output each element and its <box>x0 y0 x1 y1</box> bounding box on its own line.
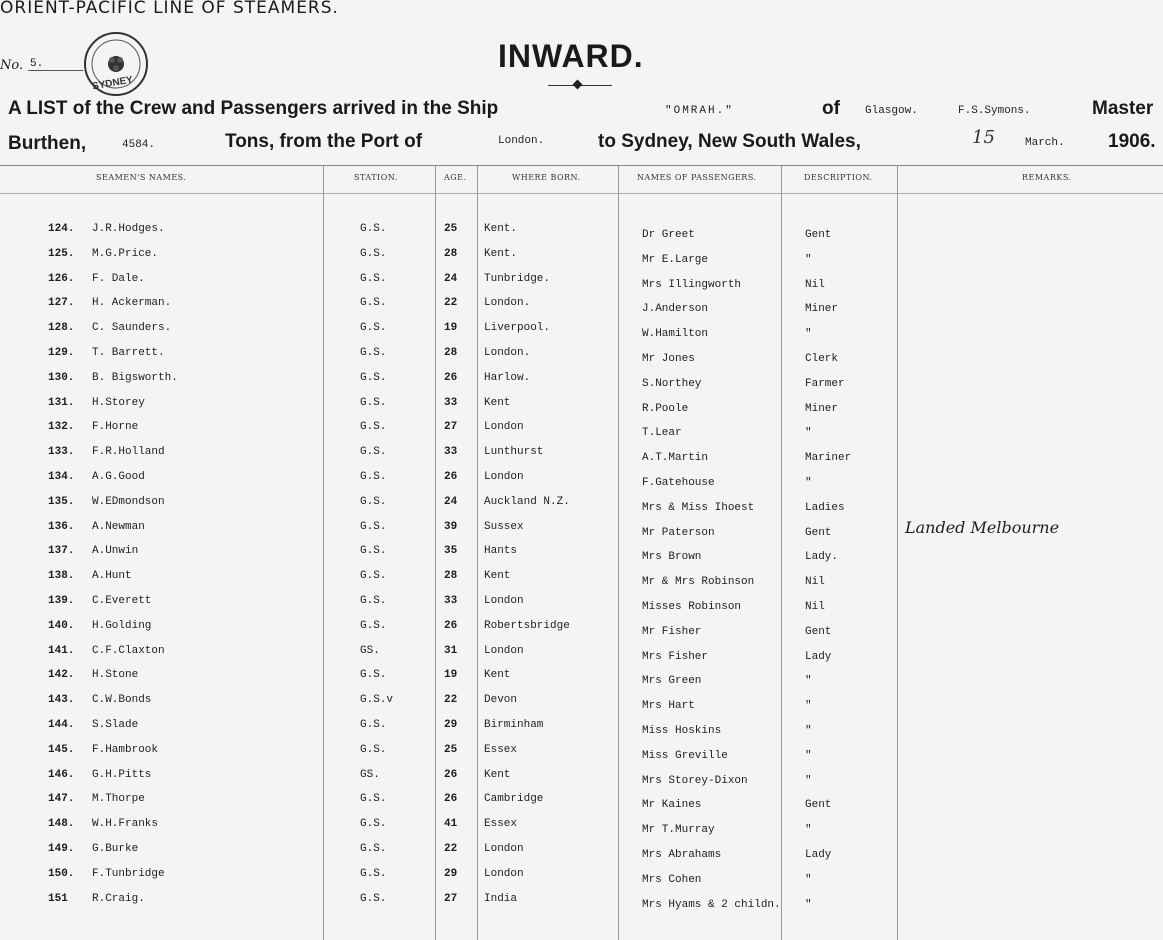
station: G.S. <box>360 471 387 483</box>
row-number: 141. <box>48 644 75 657</box>
station: G.S. <box>360 545 387 558</box>
age: 26 <box>444 371 458 384</box>
ship-name: "OMRAH." <box>665 105 734 117</box>
station: G.S.v <box>360 694 394 707</box>
passenger-description: Ladies <box>805 501 845 514</box>
birthplace: Kent <box>484 669 511 682</box>
table-row <box>0 719 1163 744</box>
list-number-label: No. <box>0 58 24 73</box>
row-number: 144. <box>48 719 75 731</box>
row-number: 126. <box>48 272 75 285</box>
seaman-name: G.H.Pitts <box>92 768 152 781</box>
table-row <box>0 893 1163 918</box>
seaman-name: H. Ackerman. <box>92 297 172 310</box>
passenger-description: Gent <box>805 526 832 539</box>
row-number: 150. <box>48 867 75 880</box>
seaman-name: A.Unwin <box>92 545 139 558</box>
passenger-description: " <box>805 749 812 762</box>
station: G.S. <box>360 322 387 335</box>
row-number: 131. <box>48 396 75 409</box>
seaman-name: F.Tunbridge <box>92 867 165 880</box>
station: G.S. <box>360 719 387 731</box>
age: 26 <box>444 619 458 632</box>
col-header-station: STATION. <box>354 173 398 182</box>
passenger-name: Mr & Mrs Robinson <box>642 576 755 589</box>
passenger-name: W.Hamilton <box>642 328 709 341</box>
row-number: 137. <box>48 545 75 558</box>
row-number: 130. <box>48 371 75 384</box>
station: G.S. <box>360 446 387 459</box>
table-row <box>0 769 1163 794</box>
passenger-description: Mariner <box>805 452 852 465</box>
birthplace: Kent <box>484 768 511 781</box>
table-row <box>0 421 1163 446</box>
row-number: 149. <box>48 843 75 855</box>
station: G.S. <box>360 223 387 235</box>
master-label: Master <box>1092 98 1154 119</box>
passenger-name: T.Lear <box>642 427 682 440</box>
passenger-description: Lady <box>805 849 832 861</box>
burthen-value: 4584. <box>122 139 156 151</box>
passenger-name: Mrs Hyams & 2 childn. <box>642 898 781 911</box>
passenger-description: Gent <box>805 229 832 241</box>
birthplace: London <box>484 421 524 434</box>
passenger-name: Mrs & Miss Ihoest <box>642 501 755 514</box>
age: 27 <box>444 892 458 905</box>
table-row <box>0 372 1163 397</box>
passenger-name: Mrs Illingworth <box>642 278 742 291</box>
station: G.S. <box>360 347 387 359</box>
birthplace: Tunbridge. <box>484 272 551 285</box>
col-header-passengers: NAMES OF PASSENGERS. <box>637 173 757 182</box>
birthplace: Sussex <box>484 520 524 533</box>
passenger-description: " <box>805 873 812 886</box>
seaman-name: F.Horne <box>92 421 139 434</box>
passenger-name: Mrs Abrahams <box>642 849 722 861</box>
birthplace: Cambridge <box>484 793 544 806</box>
passenger-name: Mr Paterson <box>642 526 715 539</box>
passenger-name: Mr Jones <box>642 353 695 365</box>
passenger-name: R.Poole <box>642 402 689 415</box>
remark: Landed Melbourne <box>905 517 1060 537</box>
passenger-name: F.Gatehouse <box>642 477 715 489</box>
age: 28 <box>444 247 458 260</box>
table-row <box>0 595 1163 620</box>
passenger-name: Mr Kaines <box>642 799 702 812</box>
birthplace: Harlow. <box>484 371 531 384</box>
passenger-description: " <box>805 427 812 440</box>
age: 22 <box>444 694 458 707</box>
birthplace: Essex <box>484 818 518 831</box>
seaman-name: C.W.Bonds <box>92 694 152 707</box>
age: 22 <box>444 297 458 310</box>
birthplace: London <box>484 867 524 880</box>
table-row <box>0 273 1163 298</box>
row-number: 146. <box>48 768 75 781</box>
station: G.S. <box>360 595 387 607</box>
seaman-name: F.R.Holland <box>92 446 165 459</box>
col-header-age: AGE. <box>444 173 467 182</box>
passenger-name: Mrs Brown <box>642 551 702 564</box>
age: 26 <box>444 471 458 483</box>
seaman-name: A.G.Good <box>92 471 145 483</box>
age: 19 <box>444 669 458 682</box>
seaman-name: T. Barrett. <box>92 347 165 359</box>
stamp-text: SYDNEY <box>91 74 134 93</box>
row-number: 127. <box>48 297 75 310</box>
row-number: 143. <box>48 694 75 707</box>
station: G.S. <box>360 297 387 310</box>
passenger-description: Nil <box>805 278 825 291</box>
destination-label: to Sydney, New South Wales, <box>598 131 861 152</box>
title-ornament <box>573 80 583 90</box>
passenger-description: Farmer <box>805 377 845 390</box>
station: G.S. <box>360 570 387 583</box>
list-number-value: 5. <box>30 58 44 70</box>
birthplace: Kent. <box>484 223 518 235</box>
passenger-name: Miss Greville <box>642 749 728 762</box>
seaman-name: W.H.Franks <box>92 818 159 831</box>
age: 25 <box>444 223 458 235</box>
seaman-name: H.Golding <box>92 619 152 632</box>
seaman-name: S.Slade <box>92 719 139 731</box>
birthplace: Kent. <box>484 247 518 260</box>
age: 27 <box>444 421 458 434</box>
table-row <box>0 248 1163 273</box>
table-row <box>0 517 1163 546</box>
seaman-name: H.Storey <box>92 396 145 409</box>
seaman-name: W.EDmondson <box>92 495 165 508</box>
table-row <box>0 843 1163 868</box>
birthplace: London <box>484 471 524 483</box>
table-row <box>0 645 1163 670</box>
station: G.S. <box>360 371 387 384</box>
row-number: 135. <box>48 495 75 508</box>
birthplace: London. <box>484 297 531 310</box>
table-row <box>0 694 1163 719</box>
seaman-name: M.G.Price. <box>92 247 159 260</box>
table-row <box>0 545 1163 570</box>
age: 22 <box>444 843 458 855</box>
birthplace: Robertsbridge <box>484 619 570 632</box>
page-title: INWARD. <box>498 38 644 74</box>
seaman-name: C.F.Claxton <box>92 644 165 657</box>
age: 25 <box>444 743 458 756</box>
birthplace: Essex <box>484 743 518 756</box>
station: G.S. <box>360 669 387 682</box>
passenger-description: " <box>805 700 812 713</box>
table-row <box>0 347 1163 372</box>
table-row <box>0 570 1163 595</box>
arrival-day: 15 <box>972 127 995 148</box>
ship-port: Glasgow. <box>865 105 918 117</box>
tons-label: Tons, from the Port of <box>225 131 423 152</box>
station: GS. <box>360 644 380 657</box>
seaman-name: F.Hambrook <box>92 743 159 756</box>
station: G.S. <box>360 495 387 508</box>
birthplace: Auckland N.Z. <box>484 495 570 508</box>
station: G.S. <box>360 743 387 756</box>
age: 39 <box>444 520 458 533</box>
row-number: 136. <box>48 520 75 533</box>
row-number: 140. <box>48 619 75 632</box>
age: 33 <box>444 396 458 409</box>
passenger-name: Mr T.Murray <box>642 824 715 837</box>
age: 26 <box>444 793 458 806</box>
age: 28 <box>444 347 458 359</box>
age: 31 <box>444 644 458 657</box>
passenger-description: Lady <box>805 650 832 663</box>
passenger-name: Mr E.Large <box>642 253 709 266</box>
birthplace: Kent <box>484 396 511 409</box>
passenger-name: Misses Robinson <box>642 601 742 613</box>
birthplace: Kent <box>484 570 511 583</box>
row-number: 134. <box>48 471 75 483</box>
station: G.S. <box>360 843 387 855</box>
table-row <box>0 471 1163 496</box>
row-number: 125. <box>48 247 75 260</box>
station: G.S. <box>360 818 387 831</box>
passenger-description: Clerk <box>805 353 839 365</box>
table-row <box>0 669 1163 694</box>
table-header-rule <box>0 193 1163 194</box>
passenger-description: Miner <box>805 402 839 415</box>
table-row <box>0 744 1163 769</box>
age: 24 <box>444 272 458 285</box>
seaman-name: R.Craig. <box>92 892 145 905</box>
station: GS. <box>360 768 380 781</box>
table-row <box>0 223 1163 248</box>
station: G.S. <box>360 272 387 285</box>
passenger-name: J.Anderson <box>642 303 709 316</box>
passenger-name: Mrs Cohen <box>642 873 702 886</box>
passenger-description: " <box>805 253 812 266</box>
station: G.S. <box>360 793 387 806</box>
table-row <box>0 446 1163 471</box>
row-number: 138. <box>48 570 75 583</box>
passenger-description: " <box>805 898 812 911</box>
age: 24 <box>444 495 458 508</box>
passenger-name: Mrs Storey-Dixon <box>642 774 748 787</box>
col-header-born: WHERE BORN. <box>512 173 581 182</box>
age: 19 <box>444 322 458 335</box>
table-row <box>0 397 1163 422</box>
birthplace: London <box>484 843 524 855</box>
seaman-name: G.Burke <box>92 843 139 855</box>
passenger-description: Nil <box>805 576 825 589</box>
passenger-description: " <box>805 824 812 837</box>
table-row <box>0 868 1163 893</box>
passenger-description: Gent <box>805 799 832 812</box>
station: G.S. <box>360 520 387 533</box>
passenger-name: Mrs Hart <box>642 700 695 713</box>
seaman-name: J.R.Hodges. <box>92 223 165 235</box>
burthen-label: Burthen, <box>8 133 87 154</box>
passenger-name: Miss Hoskins <box>642 725 722 737</box>
passenger-description: Miner <box>805 303 839 316</box>
row-number: 139. <box>48 595 75 607</box>
col-header-seamen: SEAMEN'S NAMES. <box>96 173 187 182</box>
table-row <box>0 322 1163 347</box>
passenger-description: Nil <box>805 601 825 613</box>
arrival-month: March. <box>1025 137 1065 149</box>
passenger-description: " <box>805 774 812 787</box>
passenger-name: Dr Greet <box>642 229 695 241</box>
row-number: 145. <box>48 743 75 756</box>
station: G.S. <box>360 619 387 632</box>
station: G.S. <box>360 892 387 905</box>
row-number: 148. <box>48 818 75 831</box>
passenger-name: Mr Fisher <box>642 625 702 638</box>
station: G.S. <box>360 867 387 880</box>
birthplace: Liverpool. <box>484 322 551 335</box>
passenger-name: Mrs Fisher <box>642 650 709 663</box>
row-number: 128. <box>48 322 75 335</box>
list-heading: A LIST of the Crew and Passengers arrived in the Ship <box>8 98 499 119</box>
seaman-name: H.Stone <box>92 669 139 682</box>
birthplace: London <box>484 644 524 657</box>
station: G.S. <box>360 421 387 434</box>
col-header-remarks: REMARKS. <box>1022 173 1072 182</box>
col-header-description: DESCRIPTION. <box>804 173 873 182</box>
station: G.S. <box>360 247 387 260</box>
row-number: 142. <box>48 669 75 682</box>
birthplace: London <box>484 595 524 607</box>
age: 35 <box>444 545 458 558</box>
master-name: F.S.Symons. <box>958 105 1031 117</box>
row-number: 147. <box>48 793 75 806</box>
age: 26 <box>444 768 458 781</box>
passenger-name: A.T.Martin <box>642 452 709 465</box>
age: 33 <box>444 595 458 607</box>
seaman-name: C. Saunders. <box>92 322 172 335</box>
birthplace: Devon <box>484 694 518 707</box>
seaman-name: F. Dale. <box>92 272 145 285</box>
company-name: ORIENT-PACIFIC LINE OF STEAMERS. <box>0 0 339 18</box>
row-number: 133. <box>48 446 75 459</box>
passenger-description: Gent <box>805 625 832 638</box>
age: 29 <box>444 867 458 880</box>
from-port: London. <box>498 135 545 147</box>
table-top-rule <box>0 165 1163 166</box>
birthplace: Birminham <box>484 719 544 731</box>
row-number: 124. <box>48 223 75 235</box>
row-number: 132. <box>48 421 75 434</box>
list-number-line <box>28 70 83 71</box>
passenger-description: " <box>805 725 812 737</box>
age: 33 <box>444 446 458 459</box>
table-row <box>0 297 1163 322</box>
seaman-name: B. Bigsworth. <box>92 371 178 384</box>
table-row <box>0 793 1163 818</box>
table-row <box>0 818 1163 843</box>
arrival-year: 1906. <box>1108 131 1156 152</box>
birthplace: London. <box>484 347 531 359</box>
birthplace: India <box>484 892 518 905</box>
passenger-name: S.Northey <box>642 377 702 390</box>
seaman-name: C.Everett <box>92 595 152 607</box>
age: 41 <box>444 818 458 831</box>
passenger-description: " <box>805 675 812 688</box>
birthplace: Hants <box>484 545 518 558</box>
seaman-name: A.Newman <box>92 520 145 533</box>
seaman-name: M.Thorpe <box>92 793 145 806</box>
age: 28 <box>444 570 458 583</box>
passenger-description: " <box>805 328 812 341</box>
passenger-description: " <box>805 477 812 489</box>
of-label: of <box>822 98 840 119</box>
age: 29 <box>444 719 458 731</box>
row-number: 129. <box>48 347 75 359</box>
table-row <box>0 620 1163 645</box>
seaman-name: A.Hunt <box>92 570 132 583</box>
birthplace: Lunthurst <box>484 446 544 459</box>
passenger-name: Mrs Green <box>642 675 702 688</box>
passenger-description: Lady. <box>805 551 839 564</box>
row-number: 151 <box>48 892 68 905</box>
station: G.S. <box>360 396 387 409</box>
